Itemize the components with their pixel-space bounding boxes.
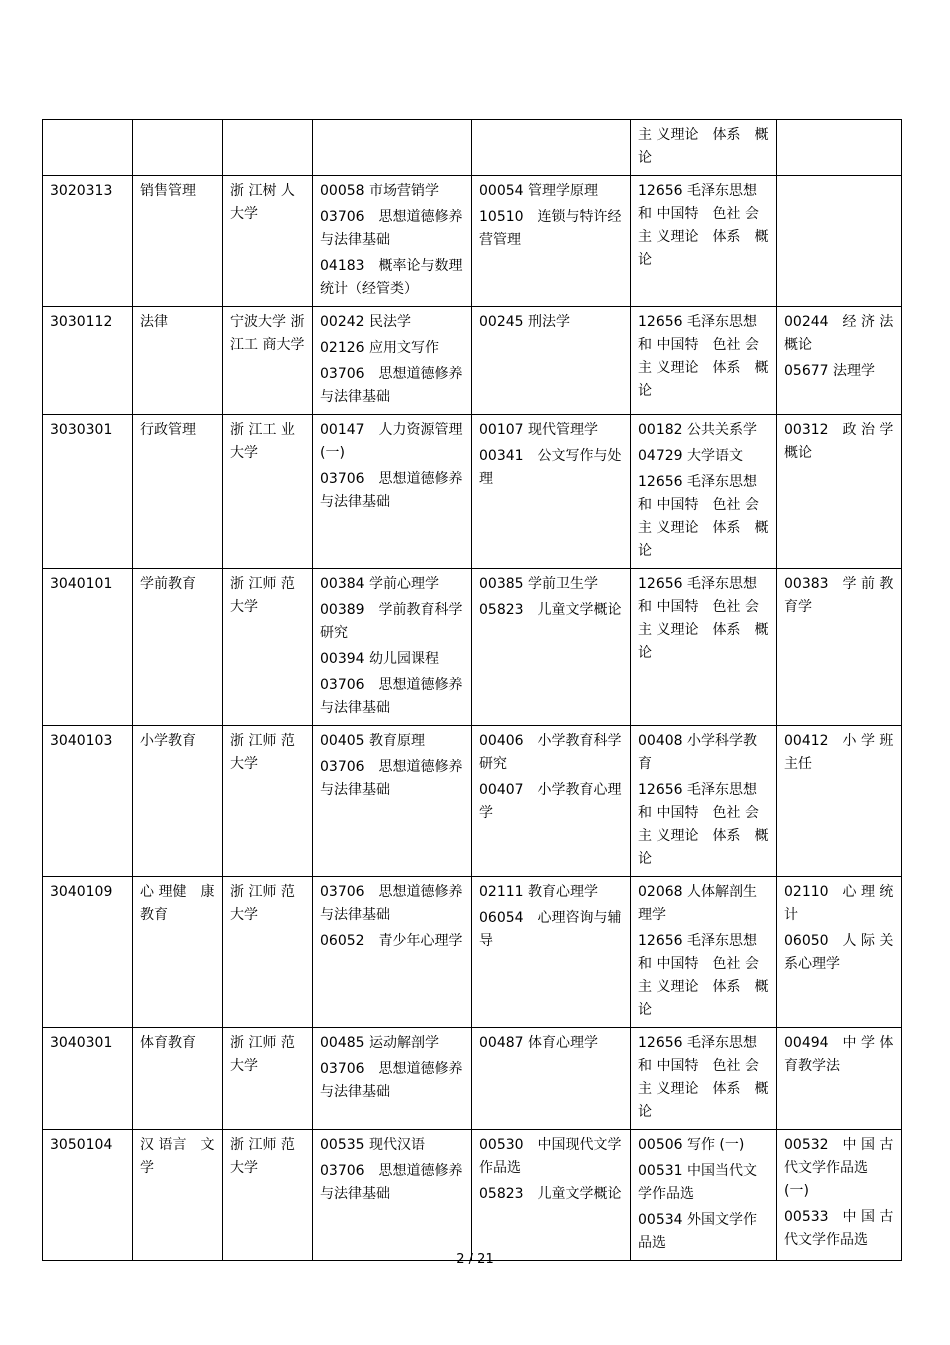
- course-col-3: [631, 569, 777, 726]
- course-item: 03706 思想道德修养与法律基础: [320, 471, 463, 510]
- course-item: 00147 人力资源管理 (一): [320, 422, 463, 461]
- course-item: 02111 教育心理学: [479, 884, 598, 900]
- course-item: 02110 心 理 统计: [784, 884, 894, 923]
- major-code: 3030112: [43, 307, 133, 415]
- course-col-3: [631, 120, 777, 176]
- course-col-2: [472, 415, 631, 569]
- table-row: [43, 1028, 902, 1130]
- course-item: 00341 公文写作与处理: [479, 448, 622, 487]
- school-name: 浙 江师 范大学: [223, 1028, 313, 1130]
- course-item: 02068 人体解剖生理学: [638, 884, 757, 923]
- course-item: 03706 思想道德修养与法律基础: [320, 677, 463, 716]
- course-col-3: [631, 1130, 777, 1261]
- course-item: 12656 毛泽东思想和 中国特 色社 会主 义理论 体系 概论: [638, 474, 769, 559]
- course-item: 00383 学 前 教育学: [784, 576, 894, 615]
- school-name: 浙 江师 范大学: [223, 569, 313, 726]
- course-col-1: [313, 877, 472, 1028]
- course-item: 00385 学前卫生学: [479, 576, 598, 592]
- major-name: 法律: [133, 307, 223, 415]
- course-item: 00312 政 治 学概论: [784, 422, 894, 461]
- course-col-3: [631, 1028, 777, 1130]
- table-row: [43, 307, 902, 415]
- course-item: 00506 写作 (一): [638, 1137, 745, 1153]
- course-item: 03706 思想道德修养与法律基础: [320, 759, 463, 798]
- major-name: 学前教育: [133, 569, 223, 726]
- course-col-4: [777, 726, 902, 877]
- course-item: 00532 中 国 古代文学作品选 (一): [784, 1137, 894, 1199]
- course-item: 00412 小 学 班主任: [784, 733, 894, 772]
- course-item: 00058 市场营销学: [320, 183, 439, 199]
- course-item: 10510 连锁与特许经营管理: [479, 209, 622, 248]
- major-name: 汉 语言 文学: [133, 1130, 223, 1261]
- major-name: 体育教育: [133, 1028, 223, 1130]
- course-col-4: [777, 307, 902, 415]
- course-col-3: [631, 415, 777, 569]
- course-item: 03706 思想道德修养与法律基础: [320, 884, 463, 923]
- school-name: 浙 江师 范大学: [223, 1130, 313, 1261]
- course-col-3: [631, 176, 777, 307]
- course-item: 主 义理论 体系 概论: [638, 127, 769, 166]
- school-name: 浙 江师 范大学: [223, 726, 313, 877]
- course-col-4: [777, 415, 902, 569]
- course-col-2: [472, 877, 631, 1028]
- course-item: 00487 体育心理学: [479, 1035, 598, 1051]
- course-col-3: [631, 726, 777, 877]
- course-col-2: [472, 176, 631, 307]
- school-name: 浙 江树 人大学: [223, 176, 313, 307]
- course-item: 05677 法理学: [784, 363, 875, 379]
- course-item: 00405 教育原理: [320, 733, 425, 749]
- major-code: 3040103: [43, 726, 133, 877]
- course-item: 00107 现代管理学: [479, 422, 598, 438]
- course-item: 00530 中国现代文学作品选: [479, 1137, 622, 1176]
- course-item: 05823 儿童文学概论: [479, 602, 622, 618]
- course-item: 00182 公共关系学: [638, 422, 757, 438]
- course-item: 00389 学前教育科学研究: [320, 602, 463, 641]
- course-item: 03706 思想道德修养与法律基础: [320, 1163, 463, 1202]
- course-item: 12656 毛泽东思想和 中国特 色社 会主 义理论 体系 概论: [638, 782, 769, 867]
- table-row: [43, 120, 902, 176]
- course-item: 06052 青少年心理学: [320, 933, 463, 949]
- course-item: 00406 小学教育科学研究: [479, 733, 622, 772]
- course-item: 00531 中国当代文学作品选: [638, 1163, 757, 1202]
- course-item: 00533 中 国 古代文学作品选: [784, 1209, 894, 1248]
- course-col-2: [472, 1028, 631, 1130]
- course-col-1: [313, 176, 472, 307]
- course-item: 12656 毛泽东思想和 中国特 色社 会主 义理论 体系 概论: [638, 314, 769, 399]
- table-body: [43, 120, 902, 1261]
- course-col-2: [472, 569, 631, 726]
- course-col-1: [313, 1130, 472, 1261]
- course-item: 12656 毛泽东思想和 中国特 色社 会主 义理论 体系 概论: [638, 933, 769, 1018]
- course-col-3: [631, 877, 777, 1028]
- course-col-1: [313, 569, 472, 726]
- school-name: 浙 江工 业大学: [223, 415, 313, 569]
- course-col-1: [313, 307, 472, 415]
- course-col-1: [313, 1028, 472, 1130]
- course-item: 03706 思想道德修养与法律基础: [320, 209, 463, 248]
- course-col-4: [777, 176, 902, 307]
- major-code: 3040301: [43, 1028, 133, 1130]
- course-item: 02126 应用文写作: [320, 340, 439, 356]
- major-name: 行政管理: [133, 415, 223, 569]
- course-item: 12656 毛泽东思想和 中国特 色社 会主 义理论 体系 概论: [638, 576, 769, 661]
- course-col-1: [313, 120, 472, 176]
- course-col-4: [777, 877, 902, 1028]
- major-name: 小学教育: [133, 726, 223, 877]
- course-col-2: [472, 726, 631, 877]
- course-item: 12656 毛泽东思想和 中国特 色社 会主 义理论 体系 概论: [638, 183, 769, 268]
- course-item: 03706 思想道德修养与法律基础: [320, 366, 463, 405]
- course-item: 05823 儿童文学概论: [479, 1186, 622, 1202]
- table-row: [43, 726, 902, 877]
- course-item: 00485 运动解剖学: [320, 1035, 439, 1051]
- course-col-2: [472, 1130, 631, 1261]
- course-item: 06050 人 际 关系心理学: [784, 933, 894, 972]
- school-name: 浙 江师 范大学: [223, 877, 313, 1028]
- school-name: [223, 120, 313, 176]
- major-code: [43, 120, 133, 176]
- course-item: 06054 心理咨询与辅导: [479, 910, 622, 949]
- major-name: 心 理健 康教育: [133, 877, 223, 1028]
- course-col-1: [313, 415, 472, 569]
- school-name: 宁波大学 浙 江工 商大学: [223, 307, 313, 415]
- course-item: 00245 刑法学: [479, 314, 570, 330]
- major-code: 3020313: [43, 176, 133, 307]
- table-row: [43, 415, 902, 569]
- course-item: 00408 小学科学教育: [638, 733, 757, 772]
- major-code: 3030301: [43, 415, 133, 569]
- course-item: 04183 概率论与数理统计（经管类）: [320, 258, 463, 297]
- major-name: [133, 120, 223, 176]
- course-col-2: [472, 307, 631, 415]
- table-row: [43, 176, 902, 307]
- course-item: 00494 中 学 体育教学法: [784, 1035, 894, 1074]
- table-row: [43, 877, 902, 1028]
- table-row: [43, 1130, 902, 1261]
- course-col-4: [777, 120, 902, 176]
- course-item: 00244 经 济 法概论: [784, 314, 894, 353]
- page-number: 2 / 21: [456, 1252, 494, 1267]
- major-code: 3040101: [43, 569, 133, 726]
- course-item: 12656 毛泽东思想和 中国特 色社 会主 义理论 体系 概论: [638, 1035, 769, 1120]
- major-code: 3050104: [43, 1130, 133, 1261]
- course-col-4: [777, 1130, 902, 1261]
- course-item: 00384 学前心理学: [320, 576, 439, 592]
- course-item: 00534 外国文学作品选: [638, 1212, 757, 1251]
- exam-plan-table: [42, 119, 902, 1261]
- course-item: 00394 幼儿园课程: [320, 651, 439, 667]
- course-col-3: [631, 307, 777, 415]
- course-col-1: [313, 726, 472, 877]
- course-item: 03706 思想道德修养与法律基础: [320, 1061, 463, 1100]
- major-code: 3040109: [43, 877, 133, 1028]
- course-col-4: [777, 1028, 902, 1130]
- course-col-4: [777, 569, 902, 726]
- major-name: 销售管理: [133, 176, 223, 307]
- table-row: [43, 569, 902, 726]
- course-item: 00535 现代汉语: [320, 1137, 425, 1153]
- course-item: 00242 民法学: [320, 314, 411, 330]
- course-col-2: [472, 120, 631, 176]
- course-item: 00054 管理学原理: [479, 183, 598, 199]
- course-item: 00407 小学教育心理学: [479, 782, 622, 821]
- course-item: 04729 大学语文: [638, 448, 743, 464]
